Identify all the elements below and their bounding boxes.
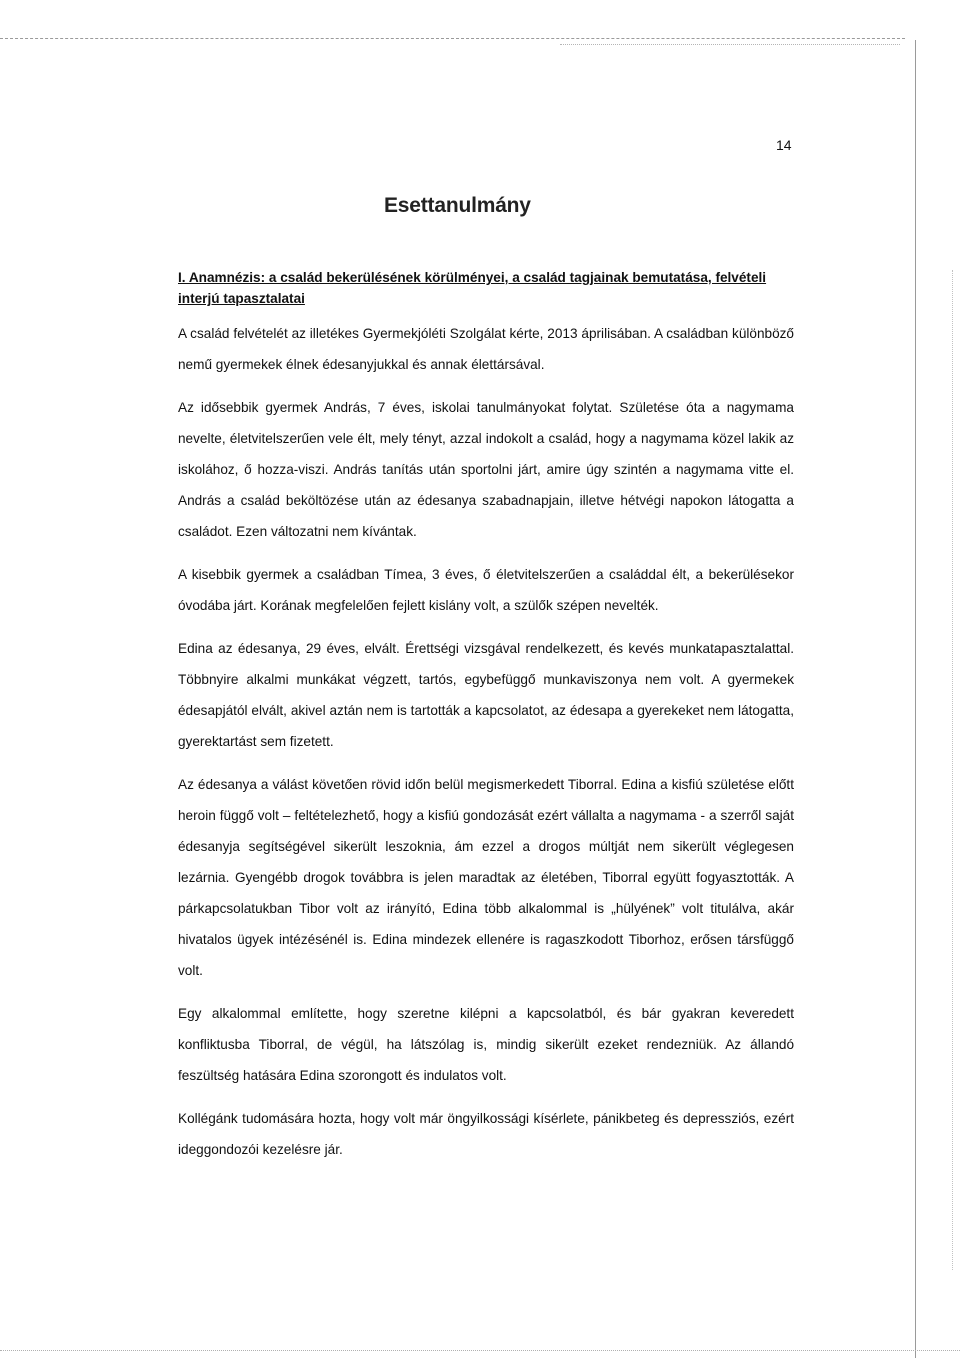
paragraph-mother: Edina az édesanya, 29 éves, elvált. Érettségi vizsgával rendelkezett, és kevés munkatapasztalattal. Többnyire alkalmi munkákat végzett, tartós, egybefüggő munkaviszonya nem volt. A gyermekek édesapjától elvált, akivel aztán nem is tartották a kapcsolatot, az édesapa a gyerekeket nem látogatta, gyerektartást sem fizetett. <box>178 641 794 749</box>
scan-edge-right-secondary <box>952 270 953 1270</box>
paragraph-partner: Az édesanya a válást követően rövid időn belül megismerkedett Tiborral. Edina a kisfiú születése előtt heroin függő volt – feltételezhető, hogy a kisfiú gondozását ezért vállalta a nagymama - a szerről saját édesanyja segítségével sikerült leszoknia, ám ezzel a drogos múltját nem sikerült véglegesen lezárnia. Gyengébb drogok továbbra is jelen maradtak az életében, Tiborral együtt fogyasztották. A párkapcsolatukban Tibor volt az irányító, Edina több alkalommal is „hülyének” volt titulálva, akár hivatalos ügyek intézésénél is. Edina mindezek ellenére is ragaszkodott Tiborhoz, erősen társfüggő volt. <box>178 777 794 978</box>
paragraph-conflict: Egy alkalommal említette, hogy szeretne kilépni a kapcsolatból, és bár gyakran keveredett konfliktusba Tiborral, de végül, ha látszólag is, mindig sikerült ezeket rendezniük. Az állandó feszültség hatására Edina szorongott és indulatos volt. <box>178 1006 794 1083</box>
document-body <box>178 267 794 1165</box>
scan-edge-right <box>915 40 916 1358</box>
paragraph-older-child: Az idősebbik gyermek András, 7 éves, iskolai tanulmányokat folytat. Születése óta a nagymama nevelte, életvitelszerűen vele élt, mely tényt, azzal indokolt a család, hogy a nagymama közel lakik az iskolához, ő hozza-viszi. András tanítás után sportolni járt, amire úgy szintén a nagymama vitte el. András a család beköltözése után az édesanya szabadnapjain, illetve hétvégi napokon látogatta a családot. Ezen változatni nem kívántak. <box>178 400 794 539</box>
scan-edge-top-secondary <box>560 44 900 45</box>
document-title: Esettanulmány <box>384 194 531 217</box>
paragraph-younger-child: A kisebbik gyermek a családban Tímea, 3 éves, ő életvitelszerűen a családdal élt, a bekerülésekor óvodába járt. Korának megfelelően fejlett kislány volt, a szülők szépen nevelték. <box>178 567 794 613</box>
scan-edge-bottom <box>0 1350 960 1351</box>
paragraph-health: Kollégánk tudomására hozta, hogy volt már öngyilkossági kísérlete, pánikbeteg és depressziós, ezért ideggondozói kezelésre jár. <box>178 1111 794 1157</box>
page-number: 14 <box>776 137 792 153</box>
scan-edge-top <box>0 38 905 39</box>
section-heading: I. Anamnézis: a család bekerülésének körülményei, a család tagjainak bemutatása, felvételi interjú tapasztalatai <box>178 270 767 306</box>
paragraph-family-intake: A család felvételét az illetékes Gyermekjóléti Szolgálat kérte, 2013 áprilisában. A családban különböző nemű gyermekek élnek édesanyjukkal és annak élettársával. <box>178 326 794 372</box>
